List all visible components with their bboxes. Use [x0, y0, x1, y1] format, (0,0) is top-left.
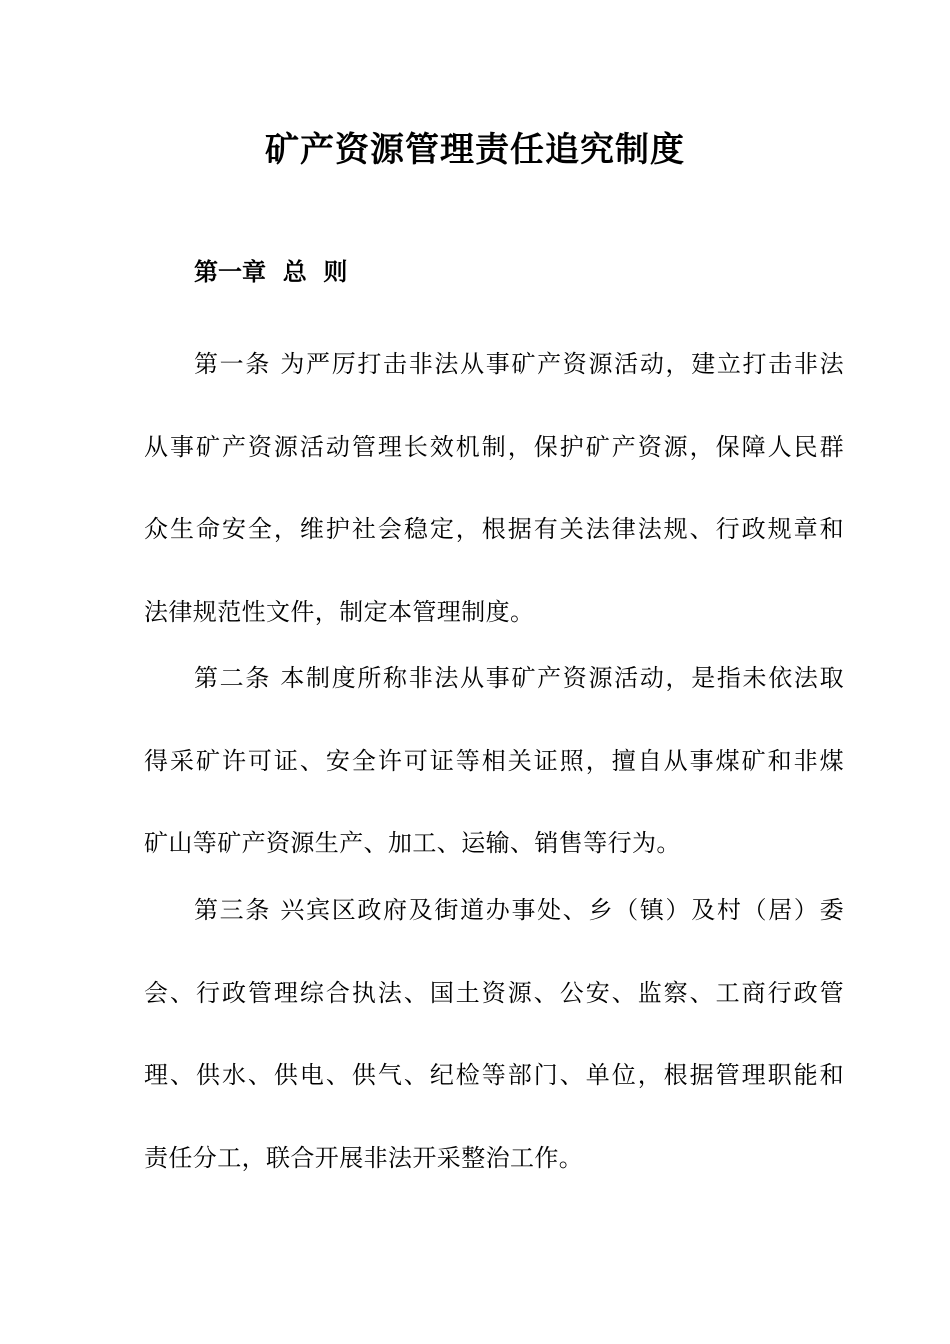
document-title: 矿产资源管理责任追究制度 [265, 130, 685, 170]
article-1-line-1: 第一条 为严厉打击非法从事矿产资源活动，建立打击非法 [194, 350, 844, 378]
article-2-line-2: 得采矿许可证、安全许可证等相关证照，擅自从事煤矿和非煤 [144, 747, 844, 775]
article-1-line-4: 法律规范性文件，制定本管理制度。 [144, 598, 535, 626]
article-3-line-1: 第三条 兴宾区政府及街道办事处、乡（镇）及村（居）委 [194, 896, 844, 924]
article-2-line-3: 矿山等矿产资源生产、加工、运输、销售等行为。 [144, 829, 681, 857]
article-2-line-1: 第二条 本制度所称非法从事矿产资源活动，是指未依法取 [194, 664, 844, 692]
article-1-line-2: 从事矿产资源活动管理长效机制，保护矿产资源，保障人民群 [144, 433, 844, 461]
article-3-line-3: 理、供水、供电、供气、纪检等部门、单位，根据管理职能和 [144, 1061, 844, 1089]
article-1-line-3: 众生命安全，维护社会稳定，根据有关法律法规、行政规章和 [144, 515, 844, 543]
article-3-line-4: 责任分工，联合开展非法开采整治工作。 [144, 1144, 584, 1172]
chapter-heading: 第一章 总 则 [194, 258, 348, 286]
article-3-line-2: 会、行政管理综合执法、国土资源、公安、监察、工商行政管 [144, 979, 844, 1007]
